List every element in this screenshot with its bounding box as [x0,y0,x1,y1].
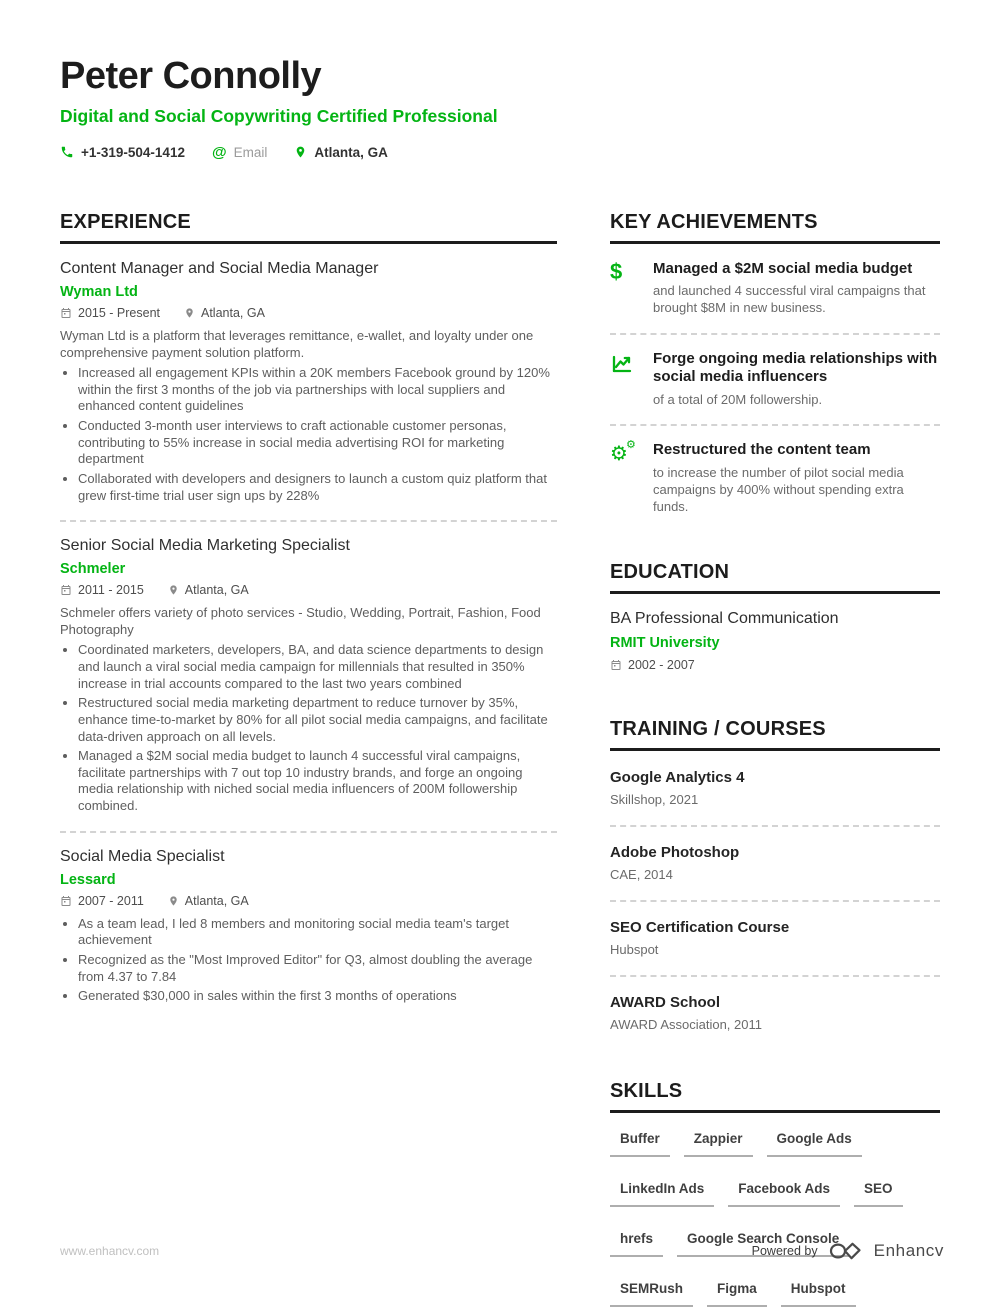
education-meta [610,658,940,672]
enhancv-site-link[interactable]: www.enhancv.com [60,1244,160,1258]
left-column [60,211,557,1307]
degree-name: BA Professional Communication [610,610,839,628]
experience-item [60,537,557,815]
dashed-divider [610,333,940,335]
achievement-description: to increase the number of pilot social media campaigns by 400% without spending extra funds. [653,464,904,514]
education-heading: EDUCATION [610,561,940,594]
training-heading: TRAINING / COURSES [610,718,940,751]
job-dates-text: 2015 - Present [78,305,160,320]
job-dates-text: 2007 - 2011 [78,893,144,908]
achievement-title: Forge ongoing media relationships with social media influencers [653,349,938,386]
phone-icon [60,145,74,159]
course-name: Google Analytics 4 [610,769,745,787]
experience-item [60,848,557,1005]
skill-chip: Hubspot [781,1281,856,1307]
pin-icon [184,307,195,319]
calendar-icon [60,895,72,907]
job-location [184,306,265,320]
pin-icon [168,895,179,907]
calendar-icon [610,659,622,671]
email-label: Email [233,144,268,160]
job-dates-text: 2011 - 2015 [78,583,144,598]
dollar-icon: $ [610,258,623,284]
education-section [610,561,940,672]
course-org: AWARD Association, 2011 [610,1017,762,1033]
job-location-text: Atlanta, GA [184,893,249,908]
dashed-divider [610,825,940,827]
job-bullet: • Increased all engagement KPIs within a 20K members Facebook ground by 120% within the first 3 months of the job via partnerships with local suppliers and enhanced content guidelines [78,365,557,415]
phone-number: +1-319-504-1412 [81,144,185,160]
course-name: AWARD School [610,994,721,1012]
job-bullet: • Managed a $2M social media budget to launch 4 successful viral campaigns, facilitate partnerships with 7 out top 10 industry brands, and forge an ongoing media relationship with niched social media influencers of 200M followership combined. [78,748,557,815]
course-name: Adobe Photoshop [610,844,740,862]
calendar-icon [60,584,72,596]
skills-heading: SKILLS [610,1080,940,1113]
skill-chip: Google Search Console [677,1231,849,1257]
skill-chip: hrefs [610,1231,663,1257]
education-dates-text: 2002 - 2007 [628,658,695,673]
company-summary: Schmeler offers variety of photo services - Studio, Wedding, Portrait, Fashion, Food Photography [60,605,541,637]
job-title: Content Manager and Social Media Manager [60,259,379,277]
skill-chip: SEO [854,1181,903,1207]
training-section [610,718,940,1034]
candidate-name: Peter Connolly [60,55,322,97]
candidate-headline: Digital and Social Copywriting Certified Professional [60,105,498,126]
company-name: Wyman Ltd [60,283,138,300]
right-column [610,211,940,1307]
gears-icon: ⚙ ⚙ [610,439,636,466]
pin-icon [168,584,179,596]
course-item [610,842,940,884]
job-bullet: • Recognized as the "Most Improved Editor" for Q3, almost doubling the average from 4.37 to 7.84 [78,952,557,985]
experience-heading: EXPERIENCE [60,211,557,244]
dashed-divider [60,520,557,522]
job-dates [60,894,144,908]
key-achievements-heading: KEY ACHIEVEMENTS [610,211,940,244]
skill-chip: LinkedIn Ads [610,1181,714,1207]
course-org: Skillshop, 2021 [610,792,699,808]
skill-chip: Facebook Ads [728,1181,840,1207]
powered-by-label: Powered by [751,1244,818,1258]
resume-header [60,57,944,161]
dashed-divider [610,424,940,426]
job-bullets [60,916,557,1005]
company-name: Schmeler [60,561,126,578]
job-location-text: Atlanta, GA [184,583,249,598]
achievement-body [653,441,940,515]
job-meta [60,306,557,320]
job-dates [60,306,160,320]
at-icon: @ [211,143,227,161]
achievement-title: Managed a $2M social media budget [653,259,913,277]
achievement-title: Restructured the content team [653,441,871,459]
enhancv-brand-name: Enhancv [873,1241,944,1260]
skill-chip: Zappier [684,1131,753,1157]
achievement-item [610,441,940,515]
education-dates [610,658,695,672]
powered-by [752,1240,944,1262]
dashed-divider [610,975,940,977]
course-item [610,917,940,959]
page-footer [60,1240,944,1262]
skills-section [610,1080,940,1307]
job-bullet: • Restructured social media marketing department to reduce turnover by 35%, enhance time-to-market by 80% for all pilot social media campaigns, and facilitate data-driven approach on all levels. [78,695,557,745]
job-meta [60,583,557,597]
skill-list [610,1131,940,1307]
achievement-item [610,350,940,408]
job-bullet: • As a team lead, I led 8 members and monitoring social media team's target achievement [78,916,557,949]
course-item [610,992,940,1034]
course-org: Hubspot [610,942,659,958]
job-bullet: • Conducted 3-month user interviews to craft actionable customer personas, contributing to 55% increase in social media advertising ROI for marketing department [78,418,557,468]
job-location-text: Atlanta, GA [201,305,265,320]
skill-chip: Buffer [610,1131,670,1157]
skill-chip: SEMRush [610,1281,693,1307]
course-item [610,767,940,809]
job-title: Senior Social Media Marketing Specialist [60,537,350,555]
achievement-body [653,350,940,408]
content-columns [60,211,944,1307]
job-location [168,583,249,597]
dashed-divider [610,900,940,902]
school-name: RMIT University [610,635,720,652]
experience-item [60,260,557,504]
phone-contact [60,145,185,160]
job-bullets [60,365,557,504]
experience-section [60,211,557,1005]
job-bullet: • Coordinated marketers, developers, BA, and data science departments to design and launch a viral social media campaign for millennials that resulted in 350% increase in trial accounts compared to the last two years combined [78,642,557,692]
job-bullets [60,642,557,814]
achievement-body [653,260,940,317]
company-summary: Wyman Ltd is a platform that leverages remittance, e-wallet, and loyalty under one comprehensive payment solution platform. [60,327,534,360]
job-dates [60,583,144,597]
job-bullet: • Generated $30,000 in sales within the first 3 months of operations [78,988,557,1005]
job-location [168,894,249,908]
email-link[interactable] [212,144,267,161]
location-contact [294,145,388,160]
skill-chip: Figma [707,1281,767,1307]
job-title: Social Media Specialist [60,847,225,865]
course-org: CAE, 2014 [610,867,673,883]
course-name: SEO Certification Course [610,919,790,937]
location-text: Atlanta, GA [314,144,388,160]
trending-chart-icon-svg [610,351,634,375]
job-meta [60,894,557,908]
trending-chart-icon [610,350,640,408]
calendar-icon [60,307,72,319]
key-achievements-section [610,211,940,516]
achievement-description: and launched 4 successful viral campaigns that brought $8M in new business. [653,283,926,316]
contact-row [60,144,944,161]
job-bullet: • Collaborated with developers and designers to launch a custom quiz platform that grew first-time trial user sign ups by 228% [78,471,557,504]
enhancv-logo-icon [828,1240,864,1262]
achievement-description: of a total of 20M followership. [653,391,823,407]
dashed-divider [60,831,557,833]
company-name: Lessard [60,871,116,888]
achievement-item [610,260,940,317]
skill-chip: Google Ads [767,1131,862,1157]
location-pin-icon [294,145,307,159]
